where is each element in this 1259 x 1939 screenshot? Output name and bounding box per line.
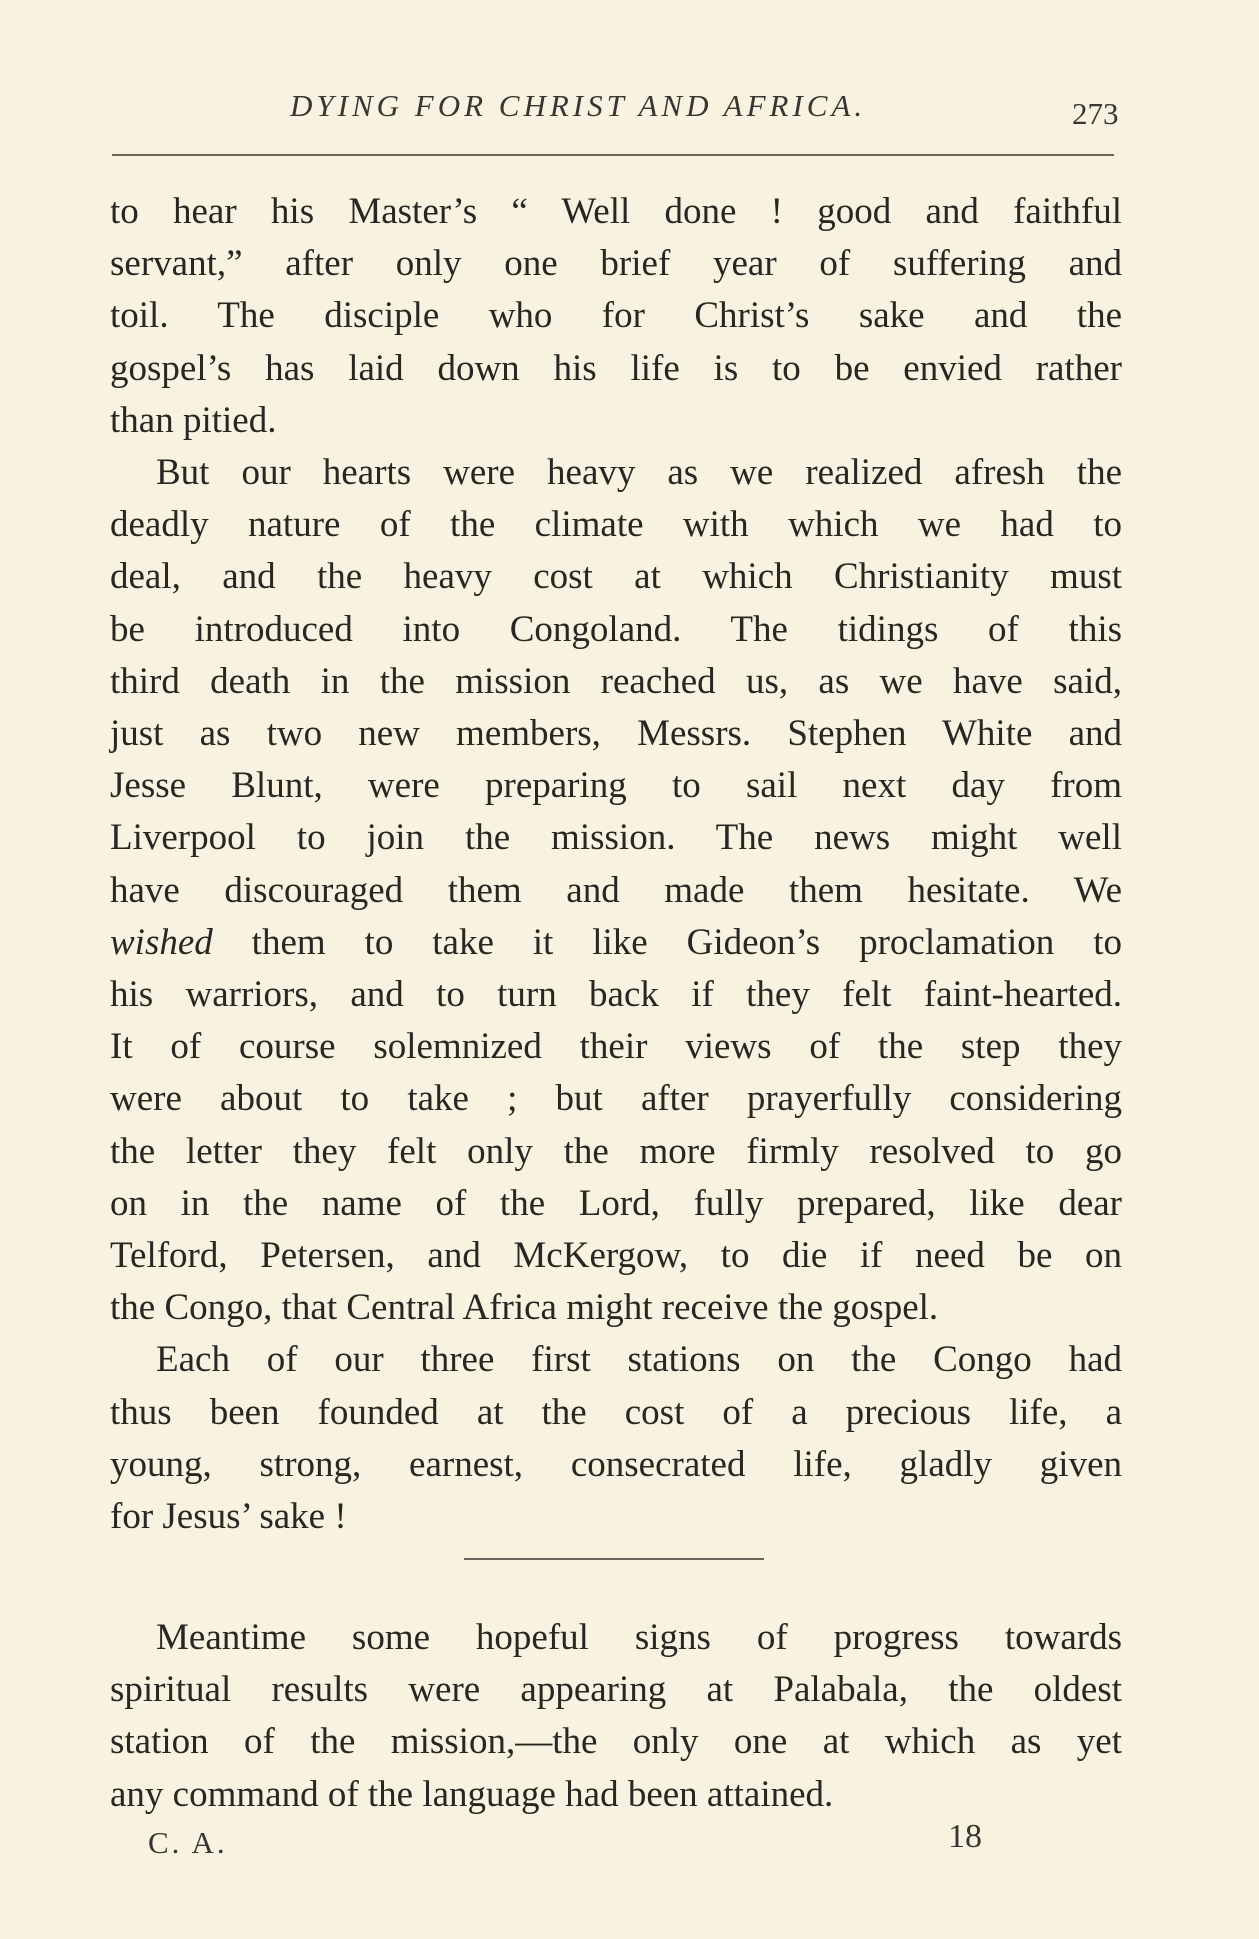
paragraph-1	[110, 186, 1122, 447]
text-line: to hear his Master’s “ Well done ! good and faithful	[110, 191, 1122, 232]
text-line: were about to take ; but after prayerfully considering	[110, 1078, 1122, 1120]
text-line: Each of our three first stations on the Congo had	[156, 1339, 1122, 1381]
text-line: station of the mission,—the only one at which as yet	[110, 1721, 1122, 1763]
text-line: servant,” after only one brief year of suffering and	[110, 243, 1122, 285]
text-line: spiritual results were appearing at Palabala, the oldest	[110, 1669, 1122, 1711]
text-line: thus been founded at the cost of a precious life, a	[110, 1391, 1122, 1433]
text-fragment: them to take it like Gideon’s proclamation to	[212, 921, 1122, 963]
text-line: just as two new members, Messrs. Stephen White and	[110, 713, 1122, 755]
text-line: deal, and the heavy cost at which Christianity must	[110, 556, 1122, 598]
text-line	[110, 917, 1122, 969]
text-line: be introduced into Congoland. The tidings of this	[110, 608, 1122, 650]
text-line: on in the name of the Lord, fully prepared, like dear	[110, 1182, 1122, 1224]
text-line: gospel’s has laid down his life is to be envied rather	[110, 347, 1122, 389]
text-line: for Jesus’ sake !	[110, 1496, 347, 1538]
text-line: third death in the mission reached us, as we have said,	[110, 660, 1122, 702]
text-line: Telford, Petersen, and McKergow, to die if need be on	[110, 1235, 1122, 1277]
text-line: Meantime some hopeful signs of progress towards	[156, 1617, 1122, 1658]
section-divider	[464, 1558, 764, 1560]
text-line: deadly nature of the climate with which we had to	[110, 504, 1122, 546]
header-rule	[112, 154, 1114, 156]
page-number: 273	[1072, 96, 1119, 131]
body-text-continued	[110, 1612, 1122, 1821]
text-line: Jesse Blunt, were preparing to sail next day from	[110, 765, 1122, 807]
text-line: than pitied.	[110, 399, 277, 441]
text-line: It of course solemnized their views of the step they	[110, 1026, 1122, 1068]
text-line: the letter they felt only the more firmly resolved to go	[110, 1130, 1122, 1172]
text-line: have discouraged them and made them hesitate. We	[110, 869, 1122, 911]
signature-mark: C. A.	[148, 1825, 228, 1860]
text-line: his warriors, and to turn back if they felt faint-hearted.	[110, 974, 1122, 1016]
sheet-number: 18	[948, 1818, 982, 1855]
text-line: the Congo, that Central Africa might receive the gospel.	[110, 1287, 939, 1329]
italic-word: wished	[110, 921, 213, 963]
text-line: young, strong, earnest, consecrated life, gladly given	[110, 1443, 1122, 1485]
text-line: any command of the language had been attained.	[110, 1773, 834, 1815]
text-line: But our hearts were heavy as we realized afresh the	[156, 452, 1122, 494]
text-line: Liverpool to join the mission. The news might well	[110, 817, 1122, 859]
running-title: DYING FOR CHRIST AND AFRICA.	[290, 88, 867, 123]
body-text	[110, 186, 1122, 1543]
paragraph-4	[110, 1612, 1122, 1821]
text-line: toil. The disciple who for Christ’s sake and the	[110, 295, 1122, 337]
paragraph-2	[110, 447, 1122, 1334]
paragraph-3	[110, 1334, 1122, 1543]
